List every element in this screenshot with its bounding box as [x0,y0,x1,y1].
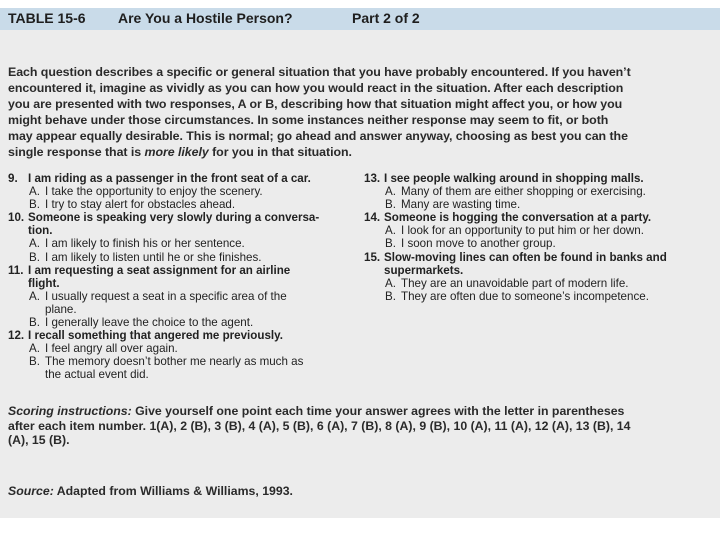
option-letter: B. [385,198,396,212]
question-text: flight. [28,276,60,290]
option-letter: B. [29,250,40,264]
option-b [8,355,353,368]
option-text: I soon move to another group. [401,237,556,251]
question-text: I am requesting a seat assignment for an airline [28,263,291,277]
source-citation [8,484,293,498]
option-a [8,303,353,316]
option-text: They are often due to someone’s incompetence. [401,289,649,303]
scoring-label: Scoring instructions: [8,404,132,418]
table-label: TABLE 15-6 [8,10,86,26]
option-text: I usually request a seat in a specific area of the [45,289,287,303]
intro-line: might behave under those circumstances. In some instances neither response may seem to fit, or both [8,112,609,127]
option-text: I look for an opportunity to put him or her down. [401,224,644,238]
question-stem [8,172,353,185]
option-letter: B. [385,237,396,251]
intro-line: you are presented with two responses, A or B, describing how that situation might affect you, or how you [8,96,623,111]
question-stem [364,172,716,185]
intro-line: Each question describes a specific or general situation that you have probably encountered. If you haven’t [8,65,631,79]
option-a [8,290,353,303]
intro-text: single response that is [8,144,145,159]
question-item [8,264,353,329]
scoring-line: after each item number. 1(A), 2 (B), 3 (B), 4 (A), 5 (B), 6 (A), 7 (B), 8 (A), 9 (B), 10 (A), 11 (A), 12 (A), 13 (B), 14 [8,418,631,433]
option-text: I generally leave the choice to the agent. [45,316,254,330]
question-text: I see people walking around in shopping malls. [384,172,644,185]
option-letter: B. [29,316,40,330]
option-text: Many are wasting time. [401,198,521,212]
option-text: The memory doesn’t bother me nearly as much as [45,355,304,369]
option-text: I am likely to listen until he or she finishes. [45,250,262,264]
question-stem [8,329,353,342]
question-text: Slow-moving lines can often be found in banks and [384,250,667,264]
question-stem [8,277,353,290]
option-text: Many of them are either shopping or exercising. [401,185,646,199]
option-text: plane. [45,302,77,316]
option-a [364,277,716,290]
scoring-line: (A), 15 (B). [8,433,70,447]
source-text: Adapted from Williams & Williams, 1993. [53,484,293,498]
question-number: 11. [8,263,24,277]
option-a [364,224,716,237]
option-b [364,290,716,303]
option-letter: A. [385,185,396,199]
option-b [364,198,716,211]
option-text: They are an unavoidable part of modern life. [401,276,629,290]
question-number: 15. [364,250,381,264]
intro-line: may appear equally desirable. This is normal; go ahead and answer anyway, choosing as best you can the [8,128,628,143]
intro-text: for you in that situation. [208,144,352,159]
option-b [8,198,353,211]
question-text: supermarkets. [384,263,464,277]
question-text: tion. [28,224,53,238]
intro-paragraph [8,65,714,160]
question-stem [364,251,716,264]
option-a [8,185,353,198]
question-number: 10. [8,211,25,225]
question-stem [8,211,353,224]
option-a [364,185,716,198]
scoring-text: Give yourself one point each time your answer agrees with the letter in parentheses [131,404,625,418]
table-part: Part 2 of 2 [352,10,420,26]
option-b [364,237,716,250]
question-item [8,172,353,211]
intro-line [8,145,714,161]
option-text: I feel angry all over again. [45,342,178,356]
question-stem [8,264,353,277]
question-item [364,172,716,211]
intro-emphasis: more likely [144,144,209,159]
questions-left-column [8,172,353,382]
option-letter: A. [385,276,396,290]
question-text: Someone is speaking very slowly during a conversa- [28,211,320,225]
scoring-instructions [8,404,714,448]
option-letter: A. [385,224,396,238]
option-text: I take the opportunity to enjoy the scenery. [45,185,263,199]
option-letter: B. [29,355,40,369]
question-number: 14. [364,211,381,225]
question-stem [364,211,716,224]
option-letter: A. [29,289,40,303]
option-a [8,237,353,250]
question-item [8,211,353,263]
option-letter: A. [29,185,40,199]
question-item [8,329,353,381]
questions-right-column [364,172,716,303]
scoring-line [8,404,714,419]
option-letter: B. [385,289,396,303]
option-letter: B. [29,198,40,212]
option-b [8,251,353,264]
question-number: 9. [8,172,18,185]
option-text: I try to stay alert for obstacles ahead. [45,198,236,212]
question-text: Someone is hogging the conversation at a party. [384,211,652,225]
option-a [8,342,353,355]
option-b [8,368,353,381]
option-text: the actual event did. [45,368,149,382]
question-stem [8,224,353,237]
question-item [364,251,716,303]
option-letter: A. [29,237,40,251]
question-stem [364,264,716,277]
question-text: I recall something that angered me previously. [28,329,283,343]
source-label: Source: [8,484,54,498]
question-number: 12. [8,329,25,343]
question-item [364,211,716,250]
question-text: I am riding as a passenger in the front seat of a car. [28,172,311,185]
intro-line: encountered it, imagine as vividly as you can how you would react in the situation. After each description [8,80,624,95]
option-letter: A. [29,342,40,356]
table-title: Are You a Hostile Person? [118,10,293,26]
option-text: I am likely to finish his or her sentence. [45,237,245,251]
option-b [8,316,353,329]
question-number: 13. [364,172,381,185]
